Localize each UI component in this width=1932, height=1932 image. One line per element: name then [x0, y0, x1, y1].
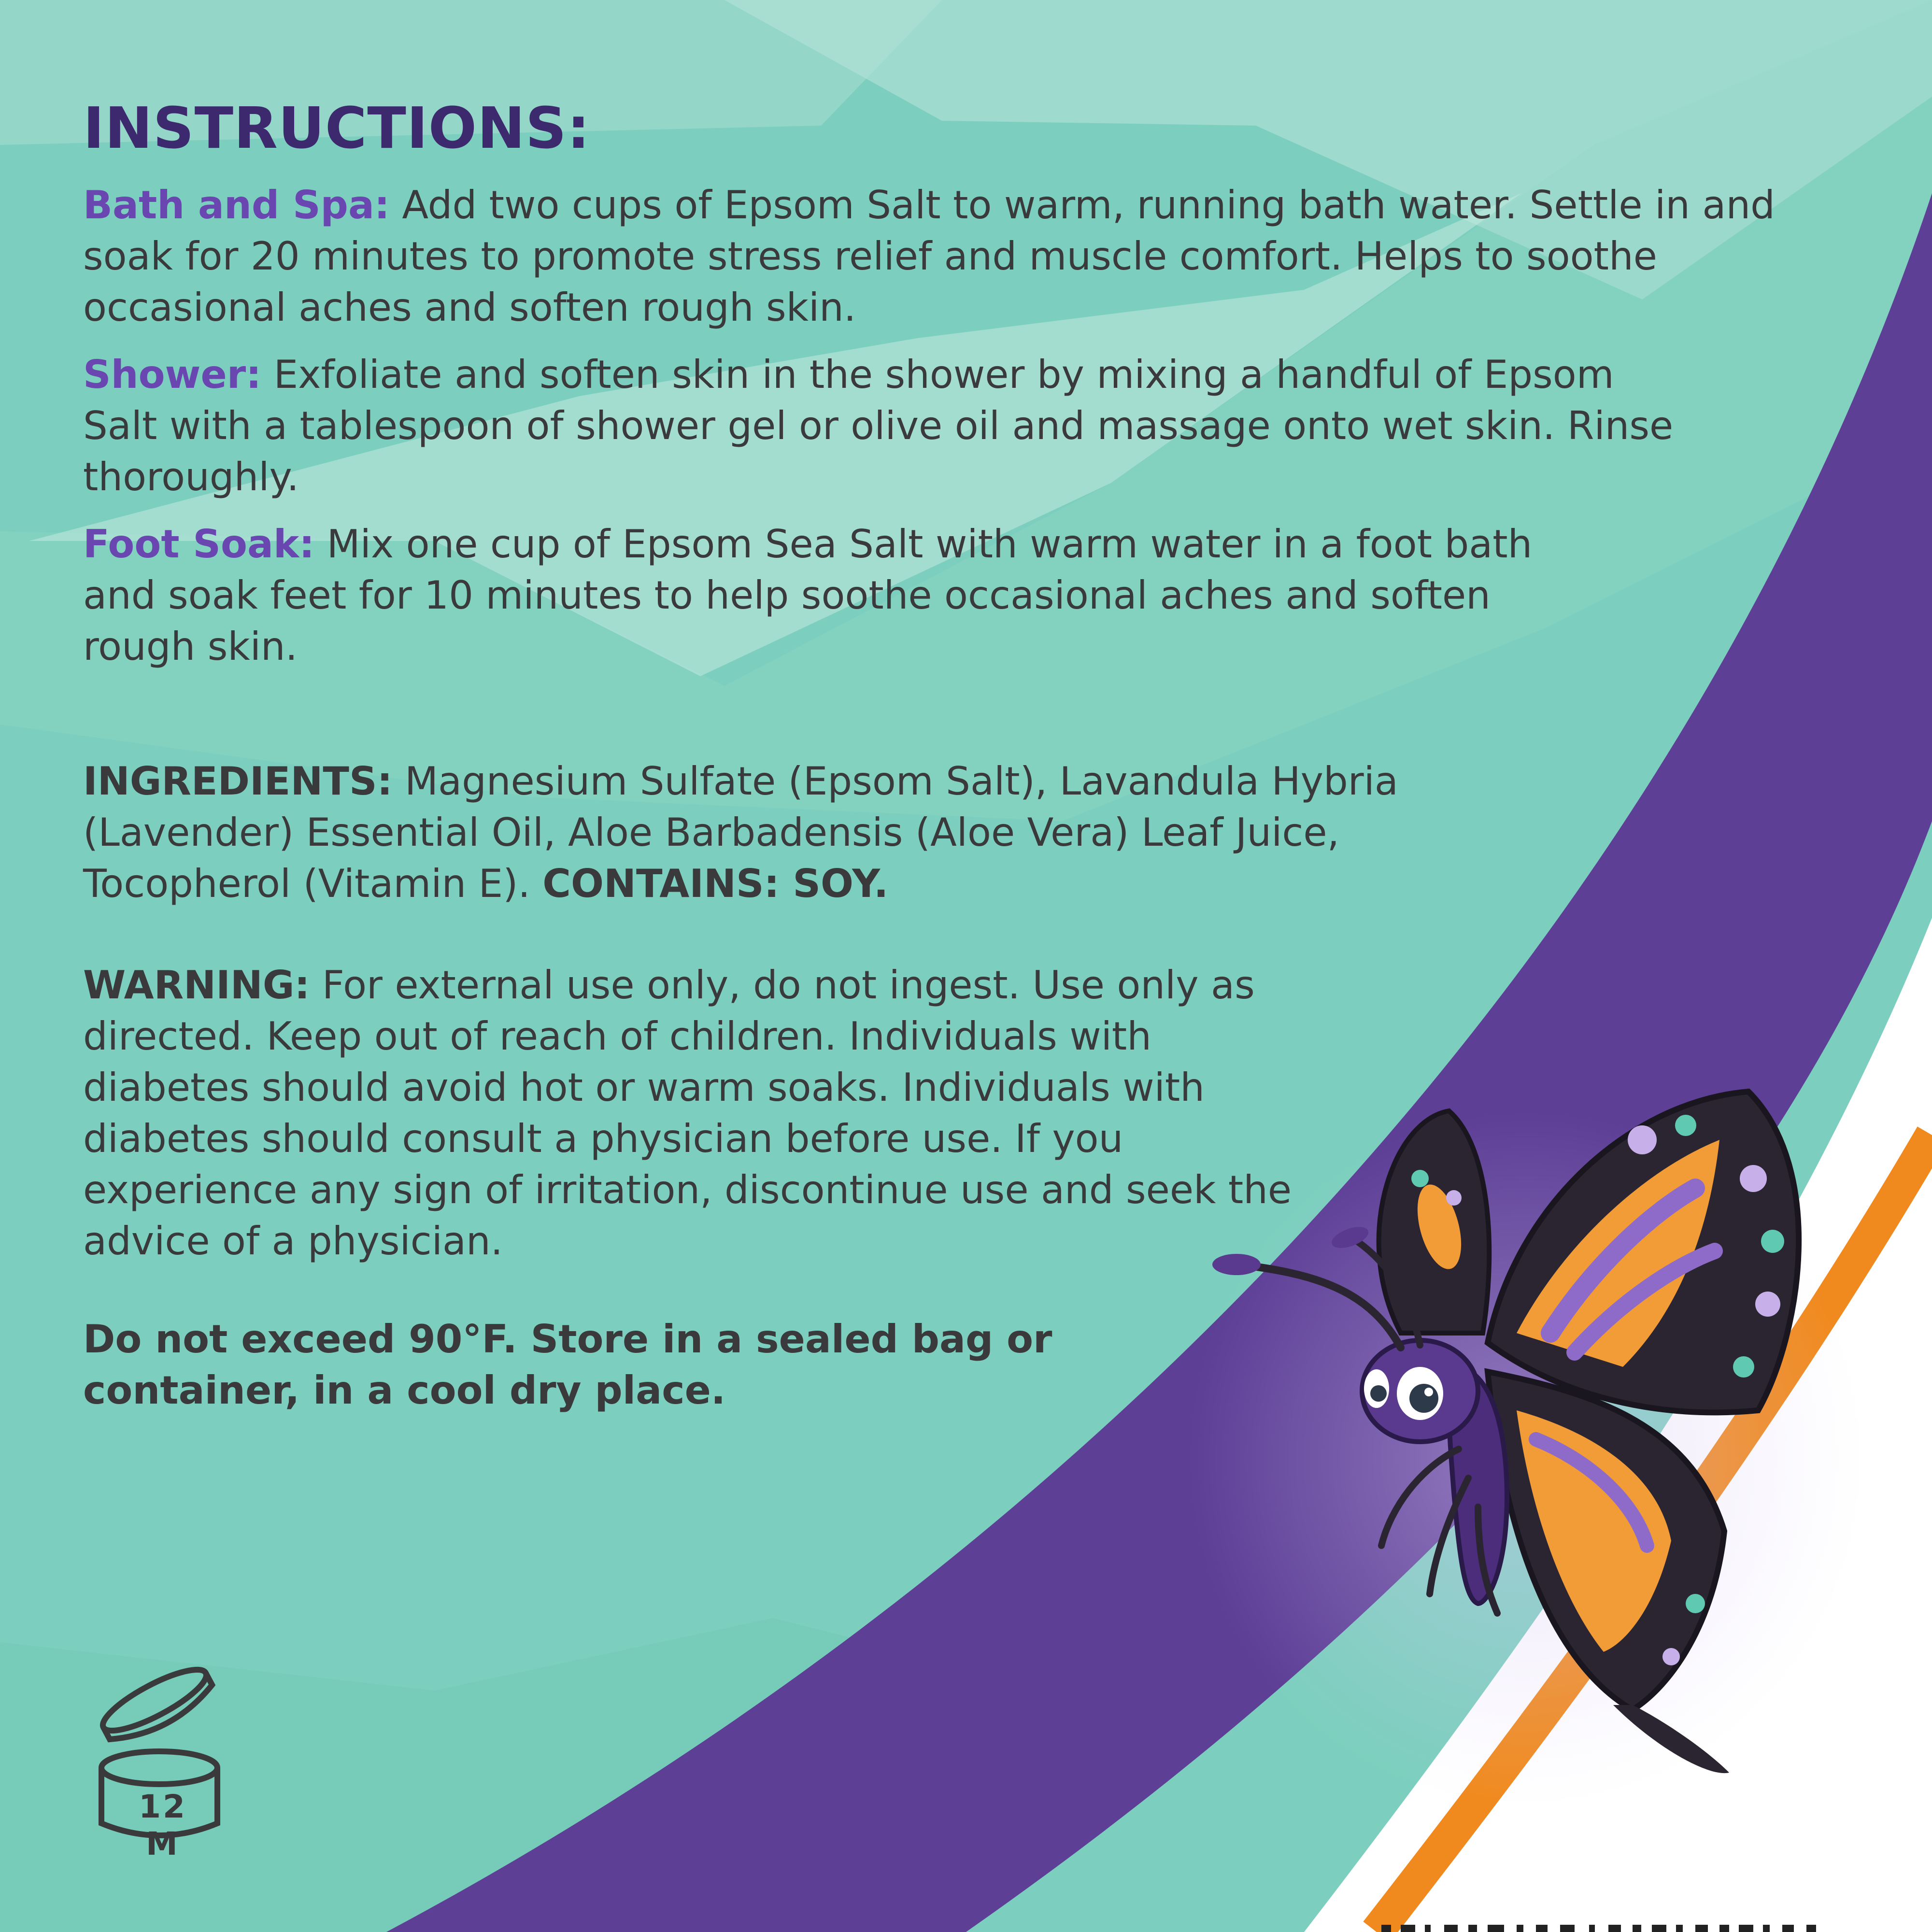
- contains-soy-note: CONTAINS: SOY.: [542, 861, 889, 906]
- shower-text: Exfoliate and soften skin in the shower by mixing a handful of Epsom Salt with a tablespoon of shower gel or olive oil and massage onto wet skin. Rinse thoroughly.: [83, 352, 1674, 499]
- ingredients-text: Magnesium Sulfate (Epsom Salt), Lavandula Hybria (Lavender) Essential Oil, Aloe Barbadensis (Aloe Vera) Leaf Juice, Tocopherol (Vitamin E).: [83, 759, 1398, 906]
- shower-paragraph: [83, 349, 1677, 503]
- bath-spa-label: Bath and Spa:: [83, 183, 390, 227]
- warning-label: WARNING:: [83, 963, 310, 1008]
- bath-spa-paragraph: [83, 180, 1803, 333]
- storage-note: Do not exceed 90°F. Store in a sealed bag or container, in a cool dry place.: [83, 1317, 1052, 1413]
- ingredients-label: INGREDIENTS:: [83, 759, 393, 804]
- bath-spa-text: Add two cups of Epsom Salt to warm, running bath water. Settle in and soak for 20 minutes to promote stress relief and muscle comfort. Helps to soothe occasional aches and soften rough skin.: [83, 183, 1775, 330]
- ingredients-paragraph: [83, 756, 1426, 909]
- foot-soak-paragraph: [83, 519, 1580, 672]
- instructions-heading: INSTRUCTIONS:: [83, 95, 591, 161]
- foot-soak-label: Foot Soak:: [83, 522, 315, 567]
- warning-paragraph: [83, 960, 1320, 1267]
- butterfly-icon: [1150, 1082, 1903, 1835]
- warning-text: For external use only, do not ingest. Use only as directed. Keep out of reach of children. Individuals with diabetes should avoid hot or warm soaks. Individuals with diabetes should consult a physician before use. If you experience any sign of irritation, discontinue use and seek the advice of a physician.: [83, 963, 1292, 1264]
- foot-soak-text: Mix one cup of Epsom Sea Salt with warm water in a foot bath and soak feet for 10 minutes to help soothe occasional aches and soften rough skin.: [83, 522, 1533, 669]
- pao-label: 12 M: [139, 1788, 187, 1862]
- shower-label: Shower:: [83, 352, 262, 397]
